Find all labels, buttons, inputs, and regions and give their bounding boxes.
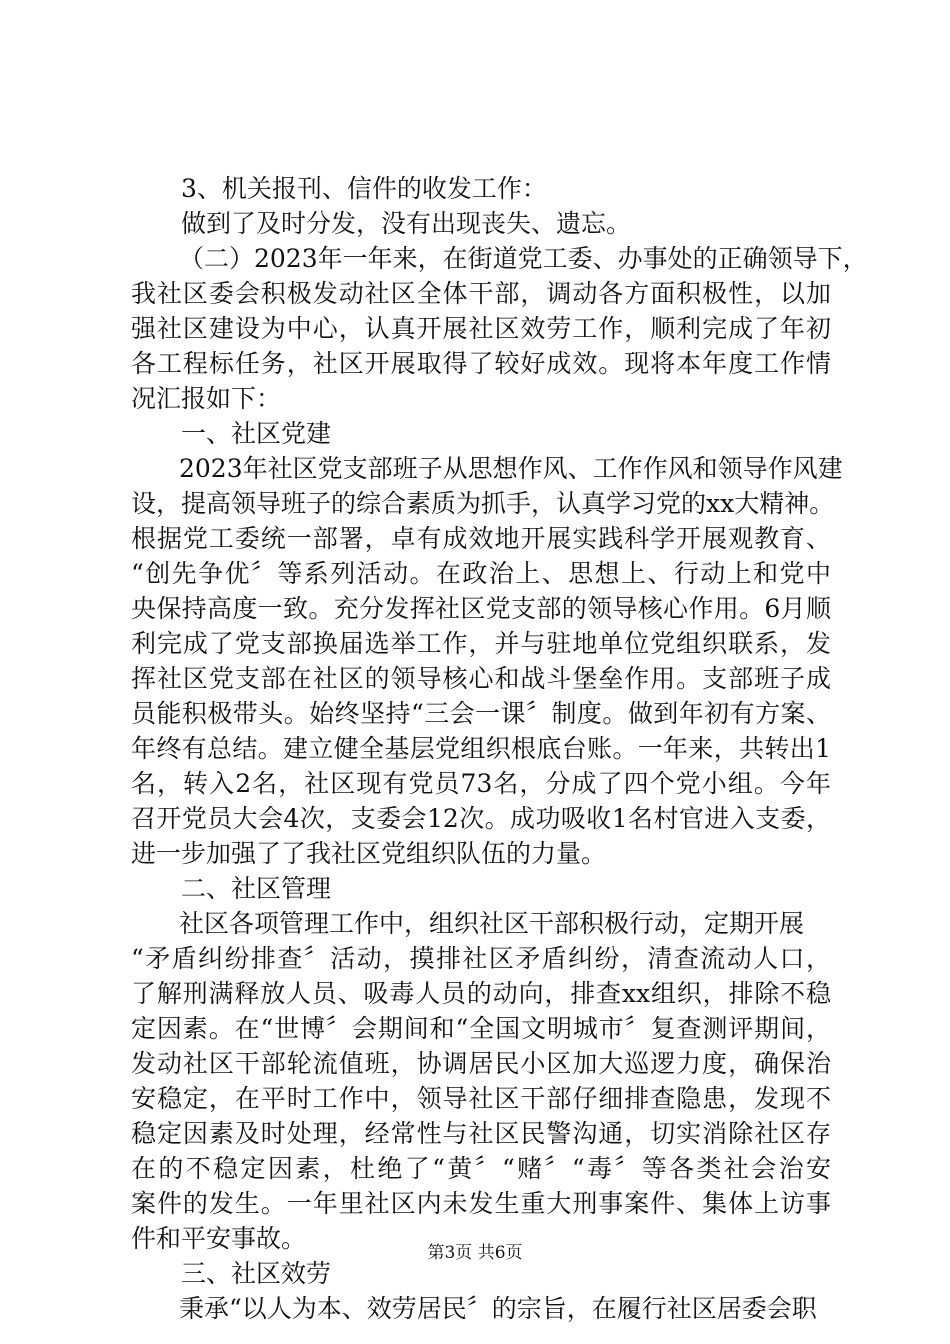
text-line: 名，转入2名，社区现有党员73名，分成了四个党小组。今年 xyxy=(131,769,831,798)
text-line: 央保持高度一致。充分发挥社区党支部的领导核心作用。6月顺 xyxy=(131,594,831,623)
text-line: 挥社区党支部在社区的领导核心和战斗堡垒作用。支部班子成 xyxy=(131,664,831,693)
text-line: 三、社区效劳 xyxy=(181,1259,332,1288)
text-line: 定因素。在“世博〞会期间和“全国文明城市〞复查测评期间， xyxy=(131,1014,831,1043)
text-line: 强社区建设为中心，认真开展社区效劳工作，顺利完成了年初 xyxy=(131,314,831,343)
text-line: 二、社区管理 xyxy=(181,874,332,903)
text-line: “创先争优〞等系列活动。在政治上、思想上、行动上和党中 xyxy=(131,559,831,588)
text-line: 秉承“以人为本、效劳居民〞的宗旨，在履行社区居委会职 xyxy=(179,1294,817,1323)
text-line: 社区各项管理工作中，组织社区干部积极行动，定期开展 xyxy=(179,909,805,938)
text-line: 利完成了党支部换届选举工作，并与驻地单位党组织联系，发 xyxy=(131,629,831,658)
text-line: 进一步加强了了我社区党组织队伍的力量。 xyxy=(131,839,607,868)
text-line: 稳定因素及时处理，经常性与社区民警沟通，切实消除社区存 xyxy=(131,1119,831,1148)
text-line: 3、机关报刊、信件的收发工作： xyxy=(181,174,547,203)
text-line: 件和平安事故。 xyxy=(131,1224,307,1253)
text-line: （二）2023年一年来，在街道党工委、办事处的正确领导下， xyxy=(179,244,868,273)
text-line: 员能积极带头。始终坚持“三会一课〞制度。做到年初有方案、 xyxy=(131,699,831,728)
text-line: 年终有总结。建立健全基层党组织根底台账。一年来，共转出1 xyxy=(131,734,831,763)
document-body xyxy=(131,171,868,1326)
text-line: 发动社区干部轮流值班，协调居民小区加大巡逻力度，确保治 xyxy=(131,1049,831,1078)
text-line: 况汇报如下： xyxy=(131,384,282,413)
text-line: 2023年社区党支部班子从思想作风、工作作风和领导作风建 xyxy=(179,454,843,483)
text-line: 我社区委会积极发动社区全体干部，调动各方面积极性，以加 xyxy=(131,279,831,308)
text-line: 安稳定，在平时工作中，领导社区干部仔细排查隐患，发现不 xyxy=(131,1084,831,1113)
text-line: 一、社区党建 xyxy=(181,419,332,448)
text-line: 各工程标任务，社区开展取得了较好成效。现将本年度工作情 xyxy=(131,349,831,378)
text-line: 设，提高领导班子的综合素质为抓手，认真学习党的xx大精神。 xyxy=(131,489,835,518)
text-line: 在的不稳定因素，杜绝了“黄〞“赌〞“毒〞等各类社会治安 xyxy=(131,1154,831,1183)
text-line: “矛盾纠纷排查〞活动，摸排社区矛盾纠纷，清查流动人口， xyxy=(131,944,831,973)
text-line: 召开党员大会4次，支委会12次。成功吸收1名村官进入支委， xyxy=(131,804,831,833)
text-line: 案件的发生。一年里社区内未发生重大刑事案件、集体上访事 xyxy=(131,1189,831,1218)
page-footer: 第3页 共6页 xyxy=(427,1243,523,1263)
text-line: 做到了及时分发，没有出现丧失、遗忘。 xyxy=(181,209,632,238)
text-line: 根据党工委统一部署，卓有成效地开展实践科学开展观教育、 xyxy=(131,524,831,553)
text-line: 了解刑满释放人员、吸毒人员的动向，排查xx组织，排除不稳 xyxy=(131,979,831,1008)
